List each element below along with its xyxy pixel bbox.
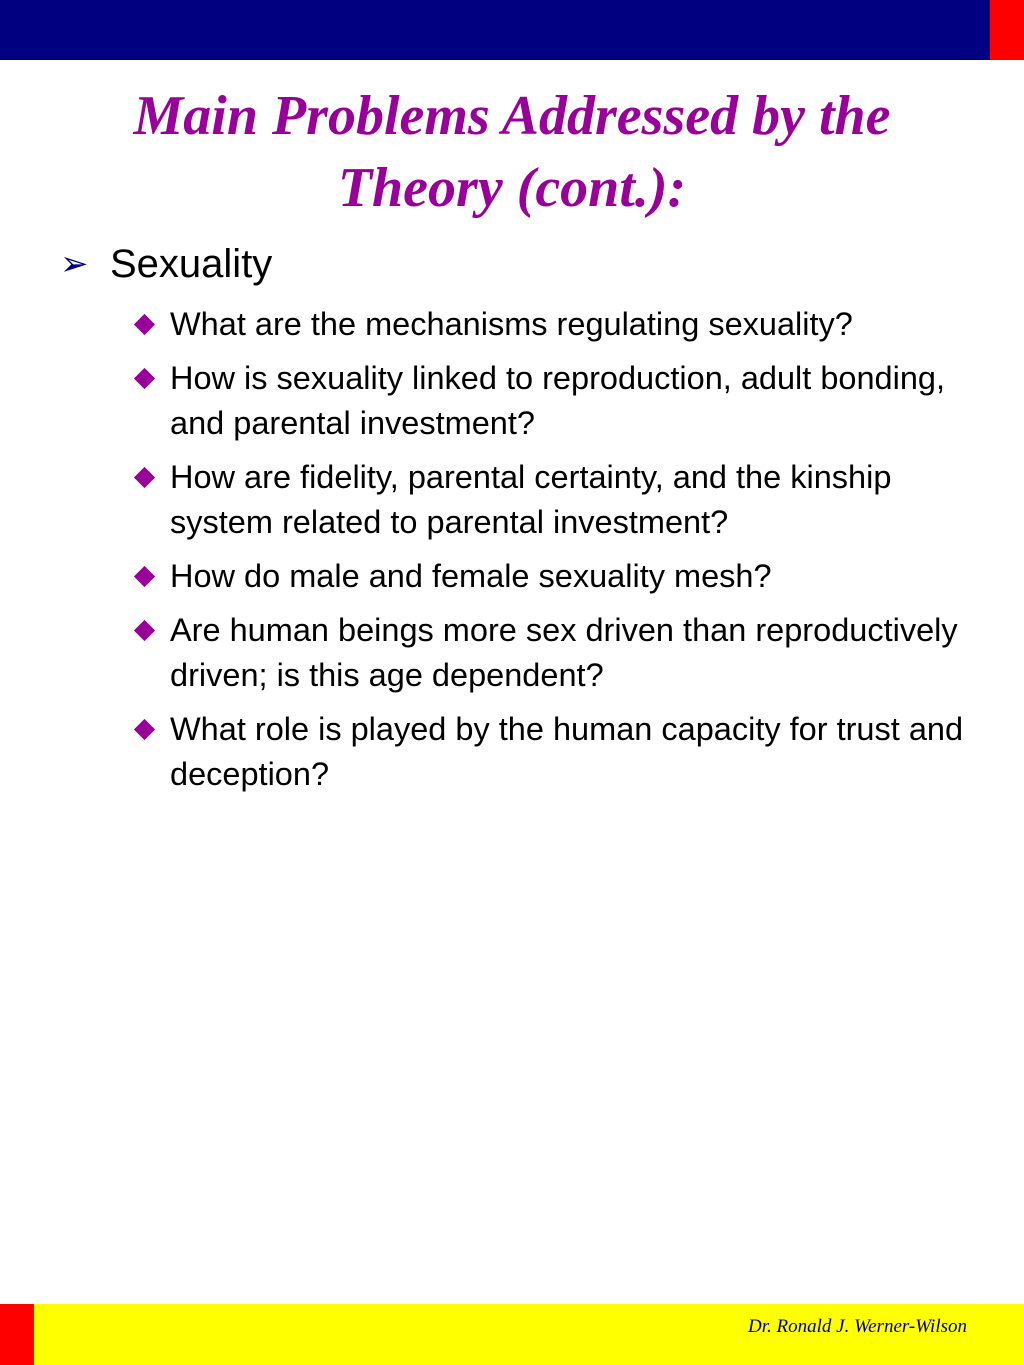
diamond-bullet-icon	[130, 302, 170, 347]
slide-title	[40, 80, 984, 224]
diamond-bullet-icon	[130, 455, 170, 500]
arrowhead-bullet-icon: ➢	[60, 245, 89, 283]
question-text: What are the mechanisms regulating sexuality?	[170, 306, 853, 342]
diamond-bullet-icon	[130, 707, 170, 752]
question-text: How is sexuality linked to reproduction, adult bonding, and parental investment?	[170, 360, 946, 441]
diamond-bullet-icon	[130, 608, 170, 653]
list-item	[130, 707, 990, 797]
bottom-accent-block	[0, 1304, 34, 1365]
title-line-1: Main Problems Addressed by the	[133, 85, 891, 147]
title-line-2: Theory (cont.):	[337, 157, 687, 219]
list-item	[130, 554, 990, 599]
topic-bullet	[60, 238, 272, 290]
diamond-bullet-icon	[130, 356, 170, 401]
list-item	[130, 356, 990, 446]
question-list	[130, 302, 990, 806]
topic-label: Sexuality	[110, 242, 273, 286]
top-accent-block	[990, 0, 1024, 60]
list-item	[130, 608, 990, 698]
diamond-bullet-icon	[130, 554, 170, 599]
list-item	[130, 455, 990, 545]
list-item	[130, 302, 990, 347]
question-text: Are human beings more sex driven than reproductively driven; is this age dependent?	[170, 612, 958, 693]
question-text: How do male and female sexuality mesh?	[170, 558, 772, 594]
question-text: What role is played by the human capacity for trust and deception?	[170, 711, 964, 792]
question-text: How are fidelity, parental certainty, and the kinship system related to parental investment?	[170, 459, 892, 540]
top-banner	[0, 0, 990, 60]
author-credit: Dr. Ronald J. Werner-Wilson	[748, 1316, 967, 1337]
